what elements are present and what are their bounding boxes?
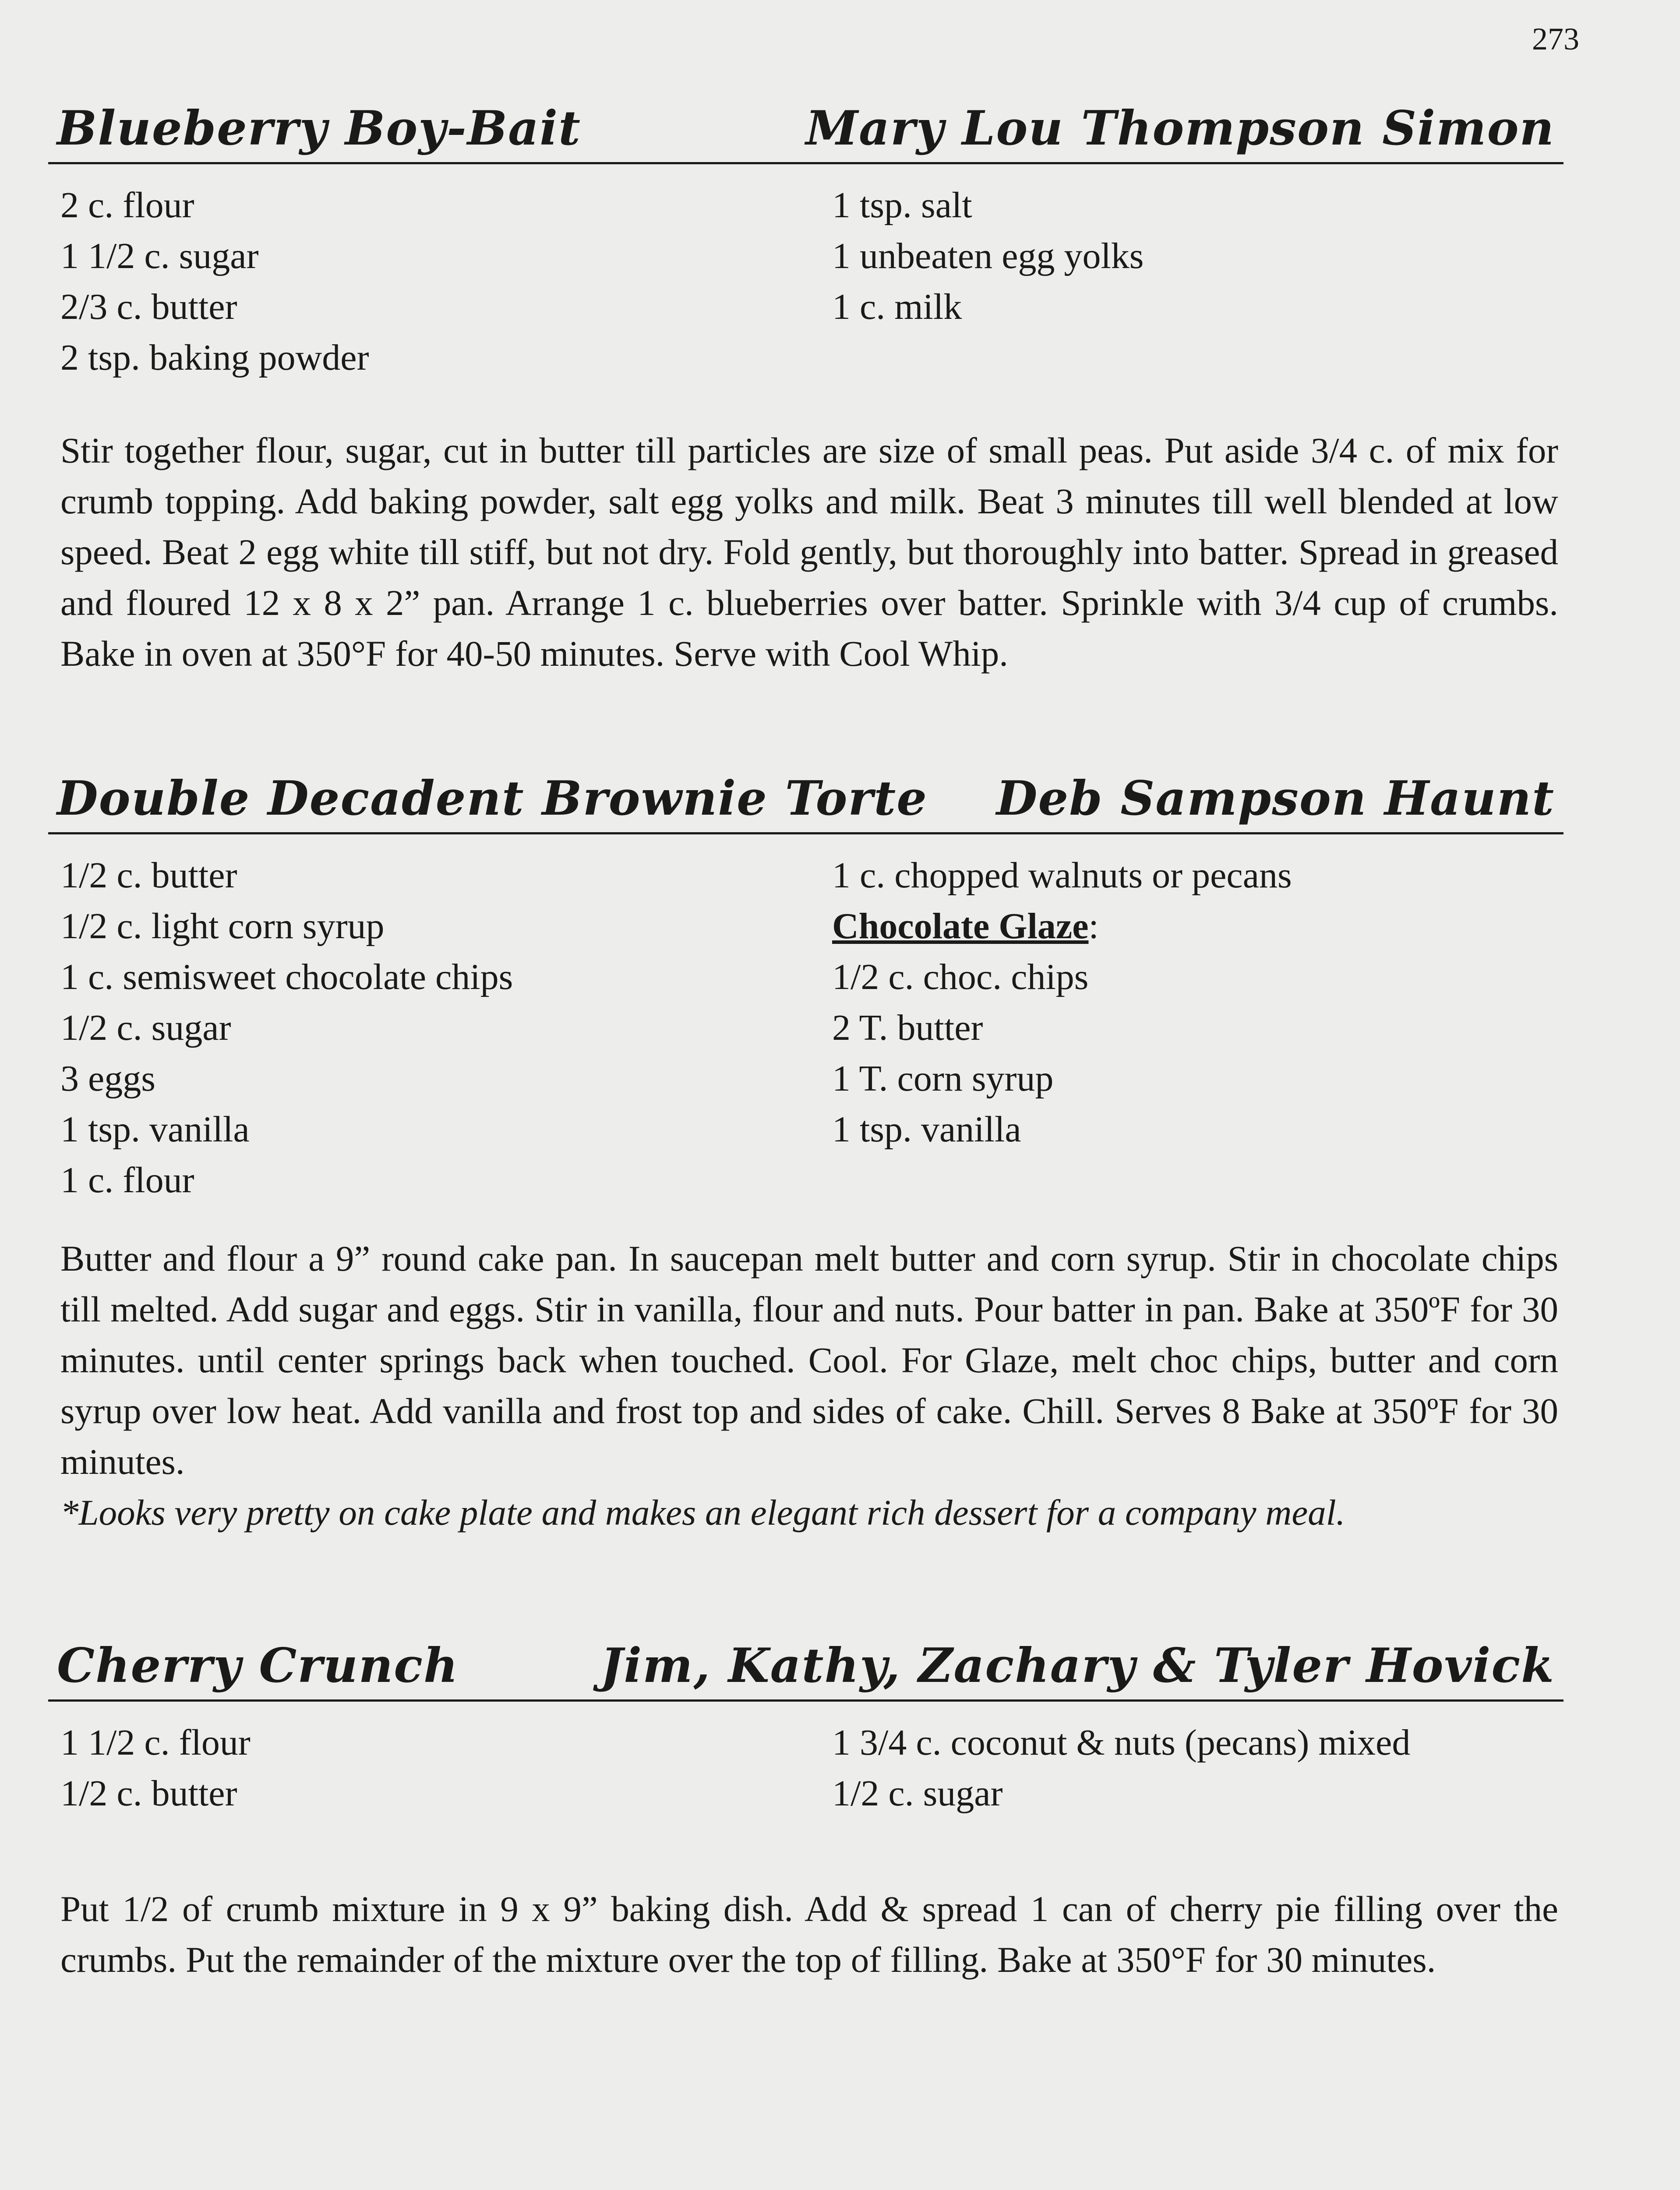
recipe-author: Deb Sampson Haunt [996, 771, 1555, 826]
ingredient: 1/2 c. choc. chips [832, 957, 1089, 997]
glaze-colon: : [1088, 906, 1099, 947]
ingredients-right [832, 1717, 1410, 1819]
ingredient: 1/2 c. butter [60, 855, 237, 896]
ingredient: 2 tsp. baking powder [60, 337, 369, 378]
ingredient: 1 1/2 c. sugar [60, 236, 259, 276]
recipe-double-decadent-brownie-torte [48, 762, 1564, 1533]
glaze-heading-line [832, 901, 1292, 952]
recipe-cherry-crunch [48, 1629, 1564, 1980]
ingredient: 1/2 c. sugar [60, 1007, 231, 1048]
ingredients-left [60, 180, 369, 383]
ingredients-right [832, 850, 1292, 1155]
recipe-title: Double Decadent Brownie Torte [57, 771, 928, 826]
glaze-heading: Chocolate Glaze [832, 906, 1089, 947]
ingredient: 1/2 c. light corn syrup [60, 906, 385, 947]
recipe-directions: Stir together flour, sugar, cut in butter till particles are size of small peas. Put aside 3/4 c. of mix for crumb topping. Add baking powder, salt egg yolks and milk. Beat 3 minutes till well blended at low speed. Beat 2 egg white till stiff, but not dry. Fold gently, but thoroughly into batter. Spread in greased and floured 12 x 8 x 2” pan. Arrange 1 c. blueberries over batter. Sprinkle with 3/4 cup of crumbs. Bake in oven at 350°F for 40-50 minutes. Serve with Cool Whip. [60, 430, 1558, 674]
recipe-directions [60, 1233, 1558, 1538]
recipe-header [48, 1629, 1564, 1702]
ingredient: 1/2 c. butter [60, 1773, 237, 1814]
directions-text: Butter and flour a 9” round cake pan. In saucepan melt butter and corn syrup. Stir in chocolate chips till melted. Add sugar and eggs. Stir in vanilla, flour and nuts. Pour batter in pan. Bake at 350ºF for 30 minutes. until center springs back when touched. Cool. For Glaze, melt choc chips, butter and corn syrup over low heat. Add vanilla and frost top and sides of cake. Chill. Serves 8 Bake at 350ºF for 30 minutes. [60, 1238, 1558, 1482]
recipe-author: Jim, Kathy, Zachary & Tyler Hovick [600, 1638, 1555, 1693]
ingredient: 1 c. chopped walnuts or pecans [832, 855, 1292, 896]
ingredient: 1 unbeaten egg yolks [832, 236, 1144, 276]
ingredient: 1 tsp. vanilla [832, 1109, 1021, 1150]
recipe-author: Mary Lou Thompson Simon [805, 101, 1555, 156]
page-number: 273 [1532, 21, 1579, 57]
recipe-title: Cherry Crunch [57, 1638, 459, 1693]
recipe-directions: Put 1/2 of crumb mixture in 9 x 9” baking dish. Add & spread 1 can of cherry pie filling over the crumbs. Put the remainder of the mixture over the top of filling. Bake at 350°F for 30 minutes. [60, 1889, 1558, 1980]
ingredient: 1 c. milk [832, 286, 962, 327]
recipe-title: Blueberry Boy-Bait [57, 101, 581, 156]
ingredient: 3 eggs [60, 1058, 155, 1099]
ingredient: 1/2 c. sugar [832, 1773, 1003, 1814]
ingredient: 1 1/2 c. flour [60, 1722, 251, 1763]
ingredient: 1 T. corn syrup [832, 1058, 1054, 1099]
ingredient: 1 tsp. vanilla [60, 1109, 250, 1150]
ingredients-left [60, 850, 513, 1206]
ingredient: 1 3/4 c. coconut & nuts (pecans) mixed [832, 1722, 1411, 1763]
ingredient: 1 c. semisweet chocolate chips [60, 957, 513, 997]
ingredients-left [60, 1717, 251, 1819]
recipe-header [48, 92, 1564, 164]
ingredient: 2/3 c. butter [60, 286, 237, 327]
recipe-blueberry-boy-bait [48, 92, 1564, 674]
recipe-header [48, 762, 1564, 834]
ingredient: 2 c. flour [60, 185, 194, 226]
ingredient: 1 c. flour [60, 1160, 194, 1201]
ingredient: 1 tsp. salt [832, 185, 972, 226]
ingredients-right [832, 180, 1144, 332]
ingredient: 2 T. butter [832, 1007, 983, 1048]
recipe-note: *Looks very pretty on cake plate and makes an elegant rich dessert for a company meal. [60, 1492, 1345, 1533]
